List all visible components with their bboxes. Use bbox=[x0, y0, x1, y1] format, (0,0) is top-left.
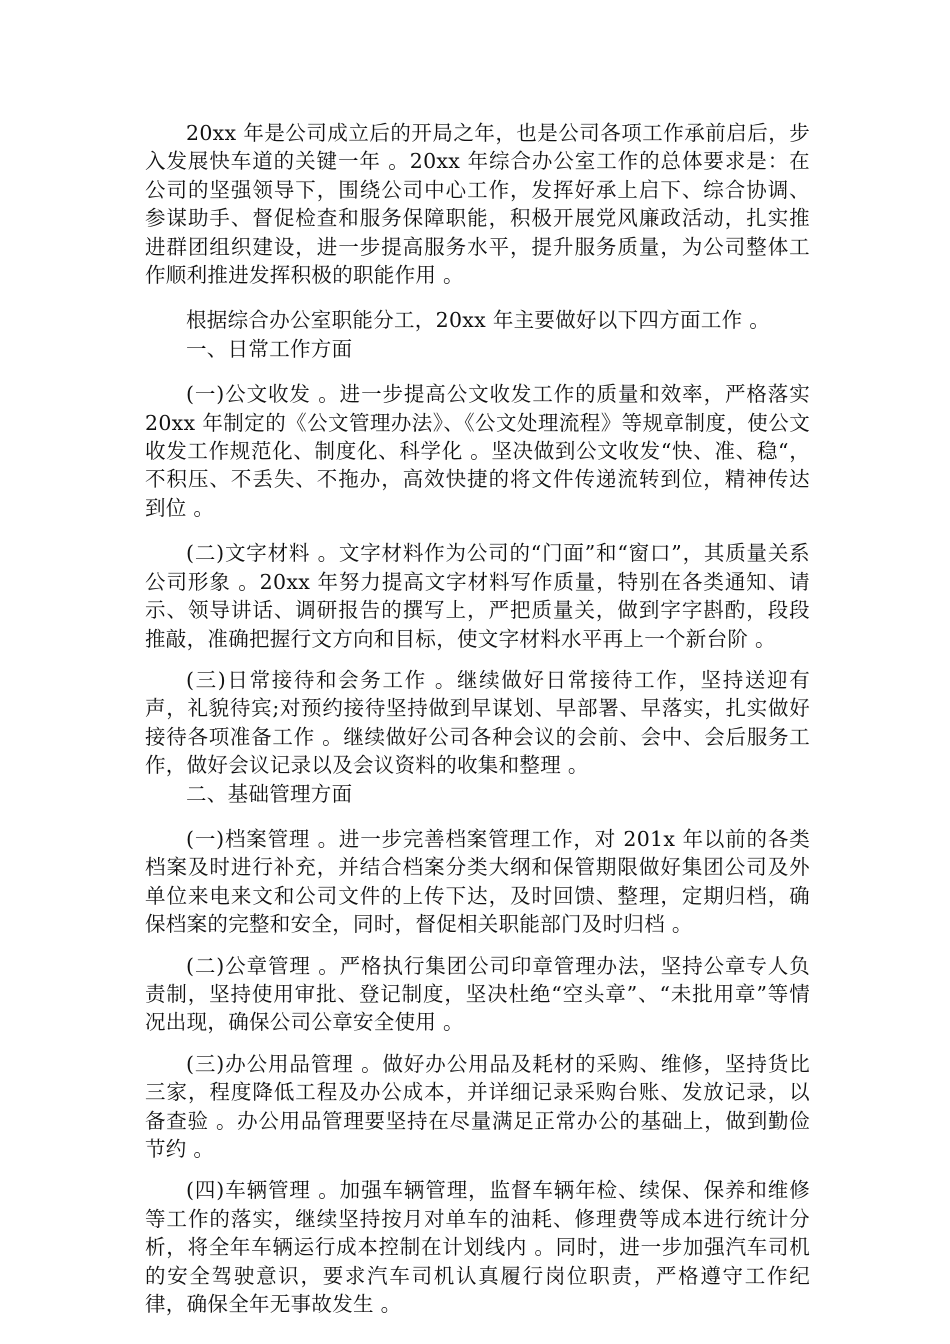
section-heading-daily-work: 一、日常工作方面 bbox=[186, 336, 353, 361]
section-heading-basic-management: 二、基础管理方面 bbox=[186, 781, 353, 806]
paragraph-vehicle-management: (四)车辆管理 。加强车辆管理，监督车辆年检、续保、保养和维修等工作的落实，继续坚持按月对单车的油耗、修理费等成本进行统计分析，将全年车辆运行成本控制在计划线内 。同时，进一步加强汽车司机的安全驾驶意识，要求汽车司机认真履行岗位职责，严格遵守工作纪律，确保全年无事故发生 。 bbox=[145, 1178, 810, 1317]
scope-paragraph: 根据综合办公室职能分工，20xx 年主要做好以下四方面工作 。 bbox=[186, 308, 771, 333]
paragraph-written-materials: (二)文字材料 。文字材料作为公司的“门面”和“窗口”，其质量关系公司形象 。20xx 年努力提高文字材料写作质量，特别在各类通知、请示、领导讲话、调研报告的撰写上，严把质量关，做到字字斟酌，段段推敲，准确把握行文方向和目标，使文字材料水平再上一个新台阶 。 bbox=[145, 541, 810, 651]
paragraph-document-handling: (一)公文收发 。进一步提高公文收发工作的质量和效率，严格落实 20xx 年制定的《公文管理办法》、《公文处理流程》等规章制度，使公文收发工作规范化、制度化、科学化 。坚决做到公文收发“快、准、稳“，不积压、不丢失、不拖办，高效快捷的将文件传递流转到位，精神传达到位 。 bbox=[145, 382, 810, 520]
document-body bbox=[145, 119, 810, 1318]
paragraph-seal-management: (二)公章管理 。严格执行集团公司印章管理办法，坚持公章专人负责制，坚持使用审批、登记制度，坚决杜绝“空头章”、“未批用章”等情况出现，确保公司公章安全使用 。 bbox=[145, 953, 810, 1035]
paragraph-office-supplies: (三)办公用品管理 。做好办公用品及耗材的采购、维修，坚持货比三家，程度降低工程及办公成本，并详细记录采购台账、发放记录，以备查验 。办公用品管理要坚持在尽量满足正常办公的基础上，做到勤俭节约 。 bbox=[145, 1051, 810, 1161]
paragraph-archive-management: (一)档案管理 。进一步完善档案管理工作，对 201x 年以前的各类档案及时进行补充，并结合档案分类大纲和保管期限做好集团公司及外单位来电来文和公司文件的上传下达，及时回馈、整理，定期归档，确保档案的完整和安全，同时，督促相关职能部门及时归档 。 bbox=[145, 826, 810, 937]
paragraph-reception-meetings: (三)日常接待和会务工作 。继续做好日常接待工作，坚持送迎有声，礼貌待宾;对预约接待坚持做到早谋划、早部署、早落实，扎实做好接待各项准备工作 。继续做好公司各种会议的会前、会中、会后服务工作，做好会议记录以及会议资料的收集和整理 。 bbox=[145, 667, 810, 778]
intro-paragraph: 20xx 年是公司成立后的开局之年，也是公司各项工作承前启后，步入发展快车道的关键一年 。20xx 年综合办公室工作的总体要求是：在公司的坚强领导下，围绕公司中心工作，发挥好承上启下、综合协调、参谋助手、督促检查和服务保障职能，积极开展党风廉政活动，扎实推进群团组织建设，进一步提高服务水平，提升服务质量，为公司整体工作顺利推进发挥积极的职能作用 。 bbox=[145, 121, 810, 288]
